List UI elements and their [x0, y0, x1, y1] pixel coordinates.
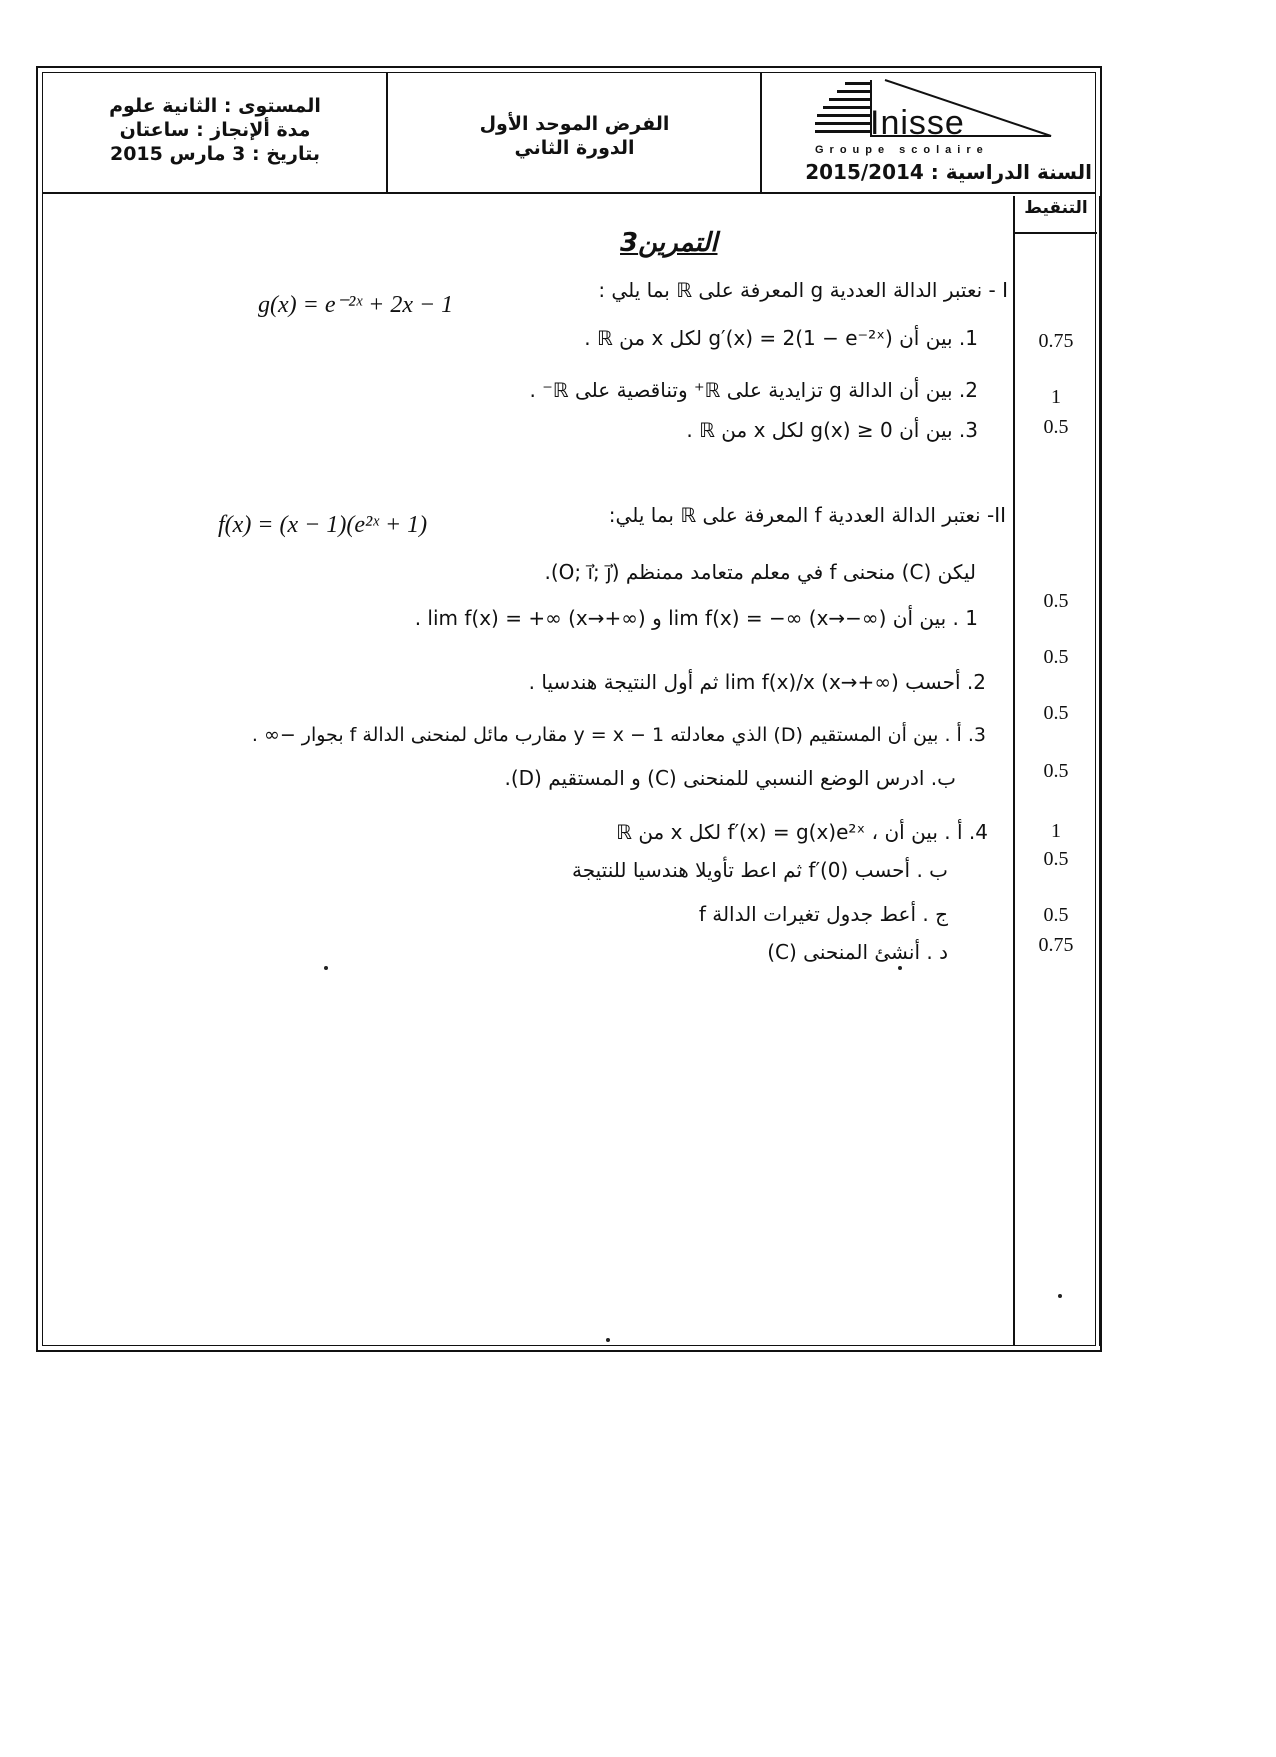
part2-q4d: د . أنشئ المنحنى (C): [767, 940, 948, 964]
part1-q3: 3. بين أن g(x) ≥ 0 لكل x من ℝ .: [686, 418, 978, 442]
part2-curve: ليكن (C) منحنى f في معلم متعامد ممنظم (O; i⃗; j⃗).: [544, 560, 976, 584]
part1-intro-text: I - نعتبر الدالة العددية g المعرفة على ℝ بما يلي :: [598, 278, 1008, 302]
logo-word: Inisse: [870, 104, 965, 142]
school-logo: [815, 76, 1055, 156]
exam-session: الدورة الثاني: [514, 137, 635, 159]
exam-title: الفرض الموحد الأول: [479, 113, 670, 135]
score-part1-q3: 0.5: [1043, 416, 1069, 438]
logo-subtitle: Groupe scolaire: [815, 144, 989, 156]
f-definition: f(x) = (x − 1)(e²ˣ + 1): [218, 512, 428, 538]
score-part2-q4c: 0.5: [1043, 904, 1069, 926]
score-part2-q4a: 1: [1051, 820, 1061, 842]
part1-q1: 1. بين أن g′(x) = 2(1 − e⁻²ˣ) لكل x من ℝ .: [584, 326, 978, 350]
score-part2-q3b: 0.5: [1043, 760, 1069, 782]
scan-speck: [1058, 1294, 1062, 1298]
score-part2-q1: 0.5: [1043, 590, 1069, 612]
school-year: السنة الدراسية : 2015/2014: [805, 160, 1092, 184]
part2-q3a: 3. أ . بين أن المستقيم (D) الذي معادلته y = x − 1 مقارب مائل لمنحنى الدالة f بجوار −∞ .: [251, 724, 986, 746]
part2-q4b: ب . أحسب f′(0) ثم اعط تأويلا هندسيا للنتيجة: [572, 858, 948, 882]
score-part1-q2: 1: [1051, 386, 1061, 408]
score-part1-q1: 0.75: [1038, 330, 1074, 352]
score-part2-q2: 0.5: [1043, 646, 1069, 668]
score-header-rule: [1015, 232, 1097, 234]
header-divider-right: [760, 72, 762, 192]
date-text: بتاريخ : 3 مارس 2015: [109, 143, 321, 165]
part1-intro: [598, 278, 1008, 302]
header-title-block: [392, 112, 757, 160]
scan-speck: [606, 1338, 610, 1342]
score-header: التنقيط: [1024, 198, 1088, 218]
duration-text: مدة ألإنجاز : ساعتان: [119, 119, 311, 141]
header-divider-left: [386, 72, 388, 192]
part2-q1: 1 . بين أن lim f(x) = −∞ (x→−∞) و lim f(x) = +∞ (x→+∞) .: [414, 606, 978, 630]
header-info-block: [50, 94, 380, 166]
g-definition: g(x) = e⁻²ˣ + 2x − 1: [258, 292, 454, 318]
part2-intro: II- نعتبر الدالة العددية f المعرفة على ℝ بما يلي:: [608, 503, 1006, 527]
exercise-title: التمرين3: [620, 228, 718, 258]
score-part2-q3a: 0.5: [1043, 702, 1069, 724]
score-part2-q4d: 0.75: [1038, 934, 1074, 956]
header-bottom-rule: [42, 192, 1096, 194]
part2-q4c: ج . أعط جدول تغيرات الدالة f: [698, 902, 948, 926]
part2-q2: 2. أحسب lim f(x)/x (x→+∞) ثم أول النتيجة هندسيا .: [528, 670, 986, 694]
scan-speck: [324, 966, 328, 970]
score-part2-q4b: 0.5: [1043, 848, 1069, 870]
part2-q4a: 4. أ . بين أن ، f′(x) = g(x)e²ˣ لكل x من ℝ: [616, 820, 988, 844]
page-inner-border: [42, 72, 1096, 1346]
part2-q3b: ب. ادرس الوضع النسبي للمنحنى (C) و المستقيم (D).: [504, 766, 956, 790]
scan-speck: [898, 966, 902, 970]
part1-q2: 2. بين أن الدالة g تزايدية على ℝ⁺ وتناقصية على ℝ⁻ .: [529, 378, 978, 402]
level-text: المستوى : الثانية علوم: [109, 95, 321, 117]
